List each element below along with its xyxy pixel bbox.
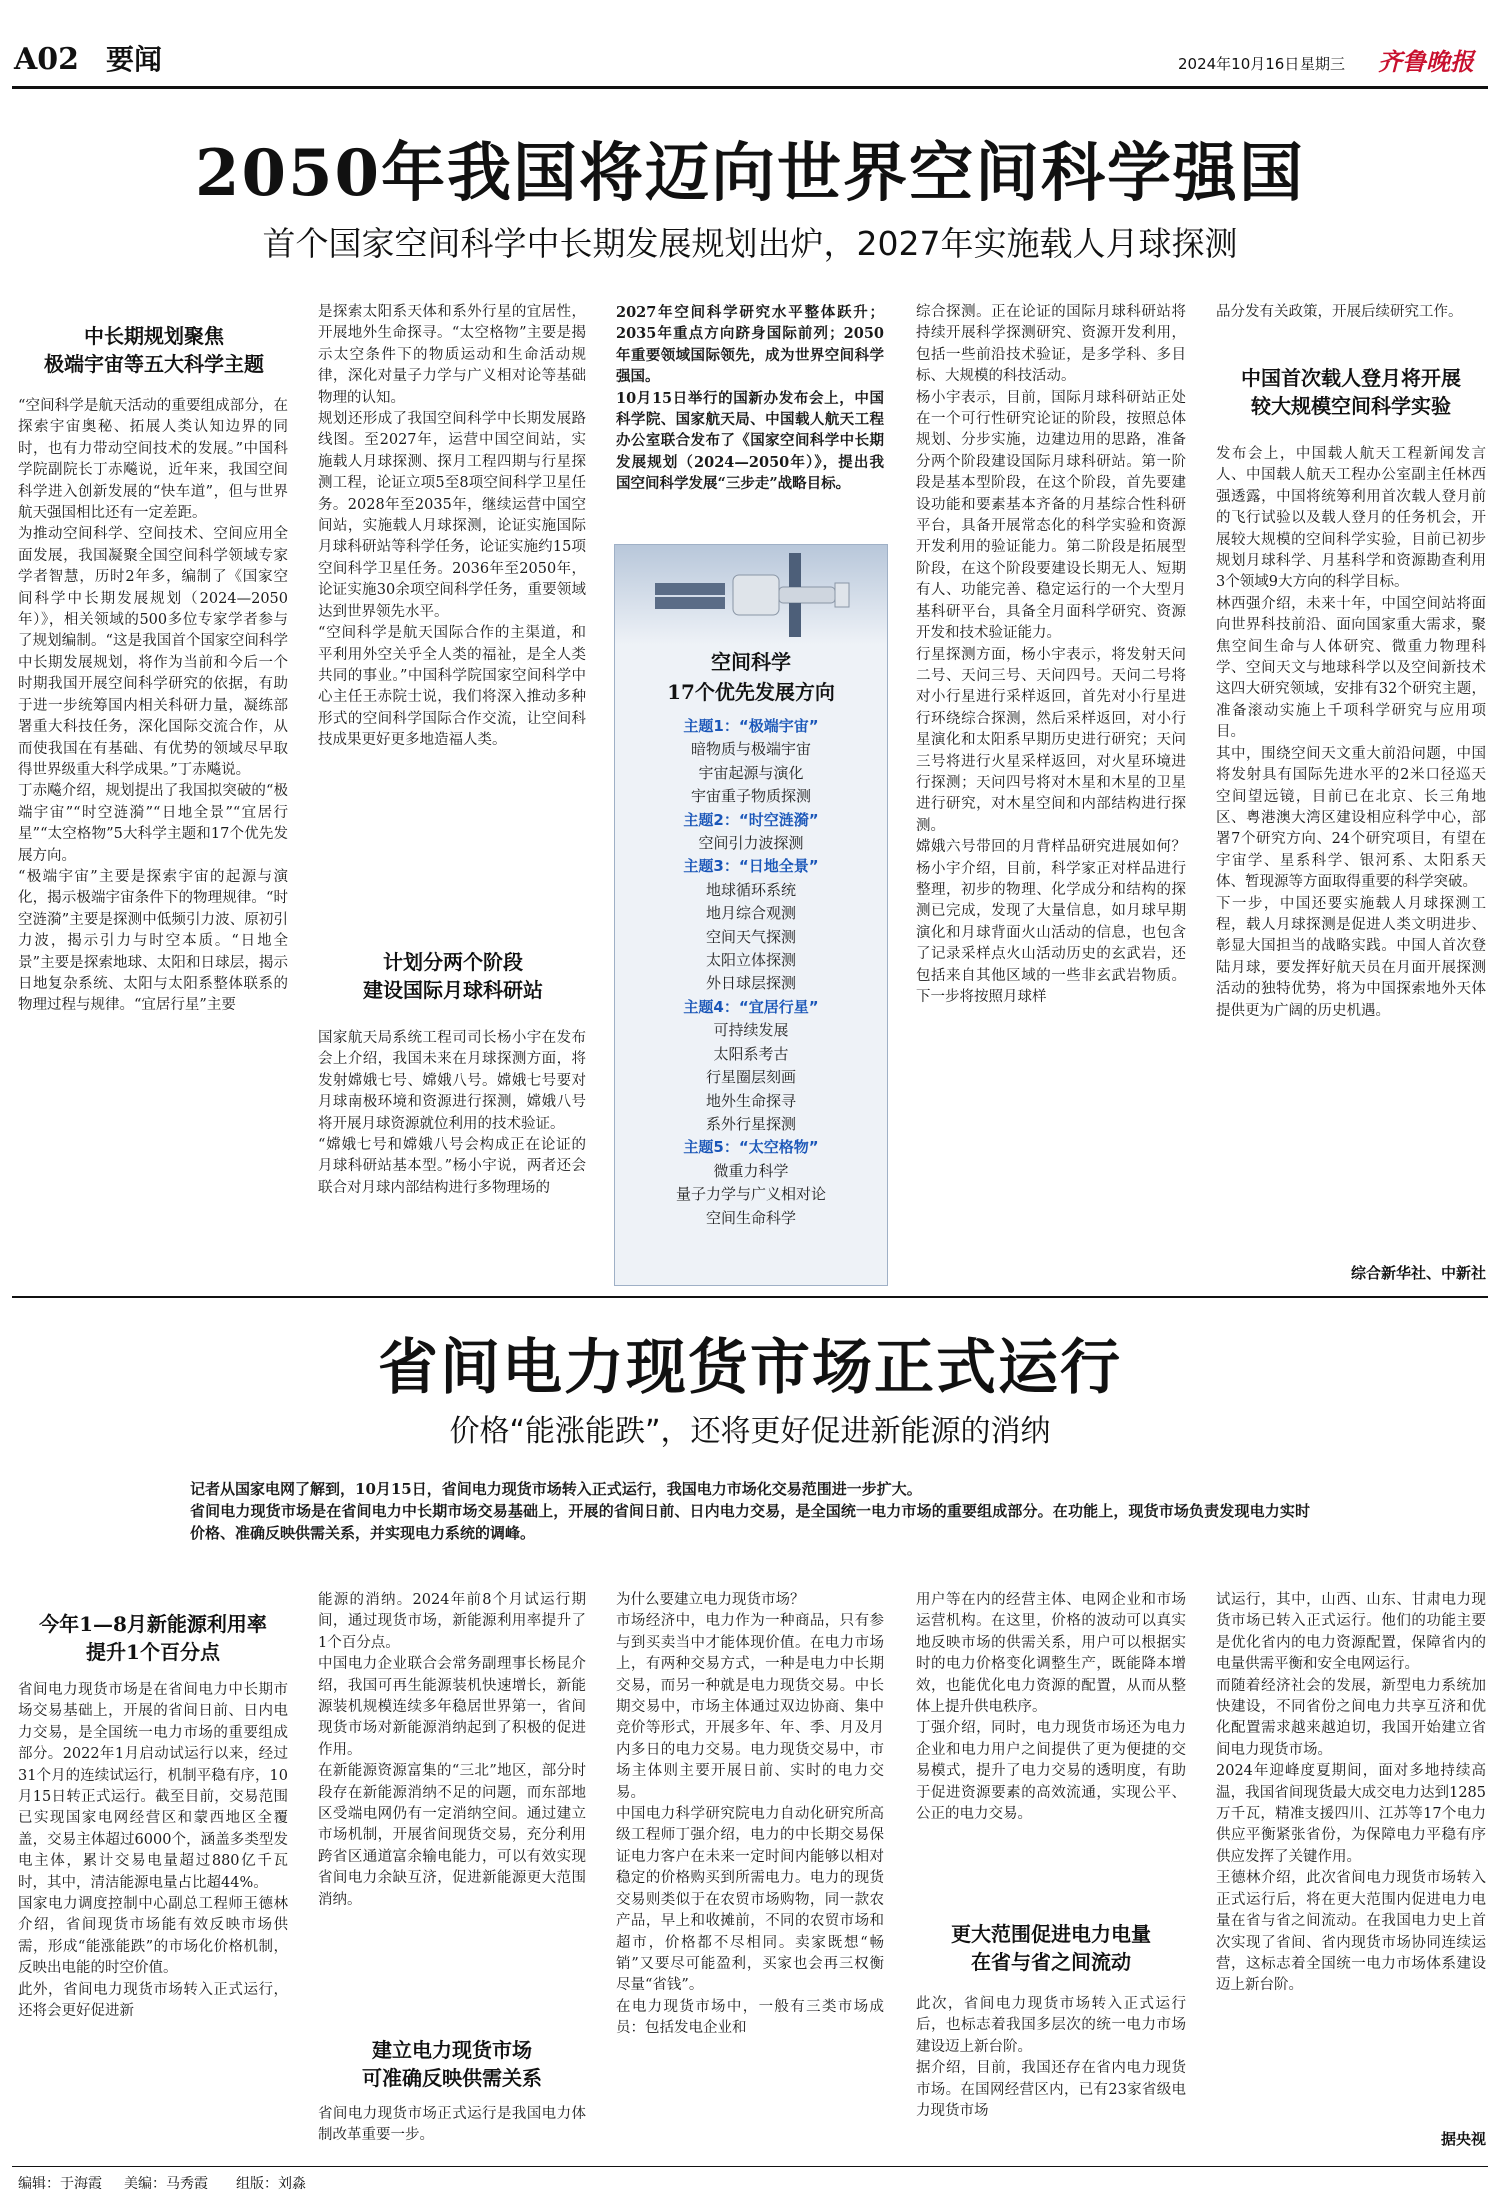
issue-date: 2024年10月16日 (1178, 55, 1300, 73)
article1-col3-lead: 2027年空间科学研究水平整体跃升；2035年重点方向跻身国际前列；2050年重要领域国际领先，成为世界空间科学强国。 10月15日举行的国新办发布会上，中国科学院、国家航天局、中国载人航天工程办公室联合发布了《国家空间科学中长期发展规划（2024—2050年）》，提出我国空间科学发展“三步走”战略目标。 (616, 304, 884, 493)
footer-rule (12, 2166, 1488, 2167)
sidebar-direction: 量子力学与广义相对论 (675, 1185, 826, 1204)
sidebar-direction: 宇宙重子物质探测 (690, 787, 811, 806)
section-label: 要闻 (106, 43, 163, 76)
article2-col3-text: 为什么要建立电力现货市场？ 市场经济中，电力作为一种商品，只有参与到买卖当中才能体现价值。在电力市场上，有两种交易方式，一种是电力中长期交易，而另一种就是电力现货交易。中长期交易中，市场主体通过双边协商、集中竞价等形式，开展多年、年、季、月及月内多日的电力交易。电力现货交易中，市场主体则主要开展日前、实时的电力交易。 中国电力科学研究院电力自动化研究所高级工程师丁强介绍，电力的中长期交易保证电力客户在未来一定时间内能够以相对稳定的价格购买到所需电力。电力的现货交易则类似于在农贸市场购物，同一款农产品，早上和收摊前，不同的农贸市场和超市，价格都不尽相同。卖家既想“畅销”又要尽可能盈利，买家也会再三权衡尽量“省钱”。 在电力现货市场中，一般有三类市场成员：包括发电企业和 (616, 1592, 884, 2037)
article1-headline: 2050年我国将迈向世界空间科学强国 (194, 136, 1306, 211)
footer-editor: 编辑：于海霞 (18, 2176, 102, 2192)
article2-col4-text-bottom: 此次，省间电力现货市场转入正式运行后，也标志着我国多层次的统一电力市场建设迈上新台阶。 据介绍，目前，我国还存在省内电力现货市场。在国网经营区内，已有23家省级电力现货市场 (916, 1996, 1186, 2120)
sidebar-theme-3: 主题3：“日地全景” (683, 857, 819, 876)
sidebar-direction: 空间引力波探测 (698, 834, 804, 853)
sidebar-theme-5: 主题5：“太空格物” (683, 1138, 819, 1157)
article2-headline: 省间电力现货市场正式运行 (378, 1333, 1122, 1403)
sidebar-title-line2: 17个优先发展方向 (667, 680, 835, 704)
article1-col2-text-bottom: 国家航天局系统工程司司长杨小宇在发布会上介绍，我国未来在月球探测方面，将发射嫦娥七号、嫦娥八号。嫦娥七号要对月球南极环境和资源进行探测，嫦娥八号将开展月球资源就位利用的技术验证。 “嫦娥七号和嫦娥八号会构成正在论证的月球科研站基本型。”杨小宇说，两者还会联合对月球内部结构进行多物理场的 (318, 1030, 586, 1196)
article2-col1-heading: 今年1—8月新能源利用率 提升1个百分点 (39, 1612, 267, 1664)
article2-lead: 记者从国家电网了解到，10月15日，省间电力现货市场转入正式运行，我国电力市场化交易范围进一步扩大。 省间电力现货市场是在省间电力中长期市场交易基础上，开展的省间日前、日内电力交易，是全国统一电力市场的重要组成部分。在功能上，现货市场负责发现电力实时价格、准确反映供需关系，并实现电力系统的调峰。 (190, 1480, 1310, 1542)
article2-col1-text: 省间电力现货市场是在省间电力中长期市场交易基础上，开展的省间日前、日内电力交易，是全国统一电力市场的重要组成部分。2022年1月启动试运行以来，经过31个月的连续试运行，机制平稳有序，10月15日转正式运行。截至目前，交易范围已实现国家电网经营区和蒙西地区全覆盖，交易主体超过6000个，涵盖多类型发电主体，累计交易电量超过880亿千瓦时，其中，清洁能源电量占比超44%。 国家电力调度控制中心副总工程师王德林介绍，省间现货市场能有效反映市场供需，形成“能涨能跌”的市场化价格机制，反映出电能的时空价值。 此外，省间电力现货市场转入正式运行，还将会更好促进新 (18, 1682, 288, 2020)
article1-col1-heading: 中长期规划聚焦 极端宇宙等五大科学主题 (44, 324, 264, 376)
sidebar-direction: 空间生命科学 (705, 1208, 796, 1227)
article1-col2-text-top: 是探索太阳系天体和系外行星的宜居性，开展地外生命探寻。“太空格物”主要是揭示太空条件下的物质运动和生命活动规律，深化对量子力学与广义相对论等基础物理的认知。 规划还形成了我国空间科学中长期发展路线图。至2027年，运营中国空间站，实施载人月球探测、探月工程四期与行星探测工程，论证立项5至8项空间科学卫星任务。2028年至2035年，继续运营中国空间站，实施载人月球探测，论证实施国际月球科研站等科学任务，论证实施约15项空间科学卫星任务。2036年至2050年，论证实施30余项空间科学任务，重要领域达到世界领先水平。 “空间科学是航天国际合作的主渠道，和平利用外空关乎全人类的福祉，是全人类共同的事业。”中国科学院国家空间科学中心主任王赤院士说，我们将深入推动多种形式的空间科学国际合作交流，让空间科技成果更好更多地造福人类。 (318, 304, 586, 749)
sidebar-direction: 地球循环系统 (705, 880, 796, 899)
sidebar-list (615, 715, 887, 1230)
paper-logo: 齐鲁晚报 (1378, 47, 1474, 76)
sidebar-direction: 地外生命探寻 (705, 1091, 796, 1110)
article2-col2-text-bottom: 省间电力现货市场正式运行是我国电力体制改革重要一步。 (318, 2106, 586, 2144)
article-separator (12, 1296, 1488, 1298)
article1-col1-text: “空间科学是航天活动的重要组成部分，在探索宇宙奥秘、拓展人类认知边界的同时，也有力带动空间技术的发展。”中国科学院副院长丁赤飚说，近年来，我国空间科学进入创新发展的“快车道”，但与世界航天强国相比还有一定差距。 为推动空间科学、空间技术、空间应用全面发展，我国凝聚全国空间科学领域专家学者智慧，历时2年多，编制了《国家空间科学中长期发展规划（2024—2050年）》，相关领域的500多位专家学者参与了规划编制。“这是我国首个国家空间科学中长期发展规划，将作为当前和今后一个时期我国开展空间科学研究的依据，有助于进一步统筹国内相关科研力量，凝练部署重大科技任务，深化国际交流合作，从而使我国在有基础、有优势的领域尽早取得世界级重大科学成果。”丁赤飚说。 丁赤飚介绍，规划提出了我国拟突破的“极端宇宙”“时空涟漪”“日地全景”“宜居行星”“太空格物”5大科学主题和17个优先发展方向。 “极端宇宙”主要是探索宇宙的起源与演化，揭示极端宇宙条件下的物理规律。“时空涟漪”主要是探测中低频引力波、原初引力波，揭示引力与时空本质。“日地全景”主要是探索地球、太阳和日球层，揭示日地复杂系统、太阳与太阳系整体联系的物理过程与规律。“宜居行星”主要 (18, 398, 288, 1014)
sidebar-direction: 外日球层探测 (705, 974, 796, 993)
sidebar-theme-1: 主题1：“极端宇宙” (683, 717, 819, 735)
article2-col4-text: 用户等在内的经营主体、电网企业和市场运营机构。在这里，价格的波动可以真实地反映市场的供需关系，用户可以根据实时的电力价格变化调整生产，既能降本增效，也能优化电力资源的配置，从而从整体上提升供电秩序。 丁强介绍，同时，电力现货市场还为电力企业和电力用户之间提供了更为便捷的交易模式，提升了电力交易的透明度，有助于促进资源要素的高效流通，实现公平、公正的电力交易。 (916, 1592, 1186, 1823)
article1-subheadline: 首个国家空间科学中长期发展规划出炉，2027年实施载人月球探测 (262, 224, 1238, 263)
article1-credit: 综合新华社、中新社 (1350, 1264, 1486, 1282)
footer-art-editor: 美编：马秀霞 (124, 2176, 208, 2192)
sidebar-direction: 行星圈层刻画 (705, 1068, 796, 1087)
article2-subheadline: 价格“能涨能跌”，还将更好促进新能源的消纳 (449, 1414, 1051, 1449)
article2-col5-text: 试运行，其中，山西、山东、甘肃电力现货市场已转入正式运行。他们的功能主要是优化省内的电力资源配置，保障省内的电量供需平衡和安全电网运行。 而随着经济社会的发展，新型电力系统加快建设，不同省份之间电力共享互济和优化配置需求越来越迫切，我国开始建立省间电力现货市场。 2024年迎峰度夏期间，面对多地持续高温，我国省间现货最大成交电力达到1285万千瓦，精准支援四川、江苏等17个电力供应平衡紧张省份，为保障电力平稳有序供应发挥了关键作用。 王德林介绍，此次省间电力现货市场转入正式运行后，将在更大范围内促进电力电量在省与省之间流动。在我国电力史上首次实现了省间、省内现货市场协同连续运营，这标志着全国统一电力市场体系建设迈上新台阶。 (1216, 1592, 1486, 1994)
sidebar-title-line1: 空间科学 (711, 650, 791, 674)
sidebar-direction: 宇宙起源与演化 (698, 763, 804, 782)
sidebar-direction: 太阳立体探测 (705, 951, 796, 970)
sidebar-direction: 微重力科学 (713, 1161, 789, 1180)
sidebar-direction: 空间天气探测 (705, 927, 796, 946)
sidebar-direction: 暗物质与极端宇宙 (690, 740, 811, 759)
sidebar-direction: 太阳系考古 (713, 1044, 789, 1063)
space-station-illustration (615, 545, 887, 645)
sidebar-theme-4: 主题4：“宜居行星” (683, 997, 819, 1016)
sidebar-direction: 系外行星探测 (705, 1114, 796, 1133)
article1-col4-text: 综合探测。正在论证的国际月球科研站将持续开展科学探测研究、资源开发利用，包括一些前沿技术验证，是多学科、多目标、大规模的科技活动。 杨小宇表示，目前，国际月球科研站正处在一个可行性研究论证的阶段，按照总体规划、分步实施，边建边用的思路，准备分两个阶段建设国际月球科研站。第一阶段是基本型阶段，在这个阶段，首先要建设功能和要素基本齐备的月基综合性科研平台，具备开展常态化的科学实验和资源开发利用的验证能力。第二阶段是拓展型阶段，在这个阶段要建设长期无人、短期有人、功能完善、稳定运行的一个大型月基科研平台，具备全月面科学研究、资源开发和技术验证能力。 行星探测方面，杨小宇表示，将发射天问二号、天问三号、天问四号。天问二号将对小行星进行采样返回，首先对小行星进行环绕综合探测，然后采样返回，对小行星演化和太阳系早期历史进行研究；天问三号将进行火星采样返回，对火星环境进行探测；天问四号将对木星和木星的卫星进行研究，对木星空间和内部结构进行探测。 嫦娥六号带回的月背样品研究进展如何？杨小宇介绍，目前，科学家正对样品进行整理，初步的物理、化学成分和结构的探测已完成，发现了大量信息，如月球早期演化和月球背面火山活动的信息，也包含了记录采样点火山活动历史的玄武岩，还包括来自其他区域的一些非玄武岩物质。下一步将按照月球样 (916, 304, 1186, 1005)
article1-col5-text: 发布会上，中国载人航天工程新闻发言人、中国载人航天工程办公室副主任林西强透露，中国将统筹利用首次载人登月前的飞行试验以及载人登月的任务机会，开展较大规模的空间科学实验，目前已初步规划月球科学、月基科学和资源勘查利用3个领域9大方向的科学目标。 林西强介绍，未来十年，中国空间站将面向世界科技前沿、面向国家重大需求，聚焦空间生命与人体研究、微重力物理科学、空间天文与地球科学以及空间新技术这四大研究领域，安排有32个研究主题，准备滚动实施上千项科学研究与应用项目。 其中，围绕空间天文重大前沿问题，中国将发射具有国际先进水平的2米口径巡天空间望远镜，目前已在北京、长三角地区、粤港澳大湾区建设相应科学中心，部署7个研究方向、24个研究项目，有望在宇宙学、星系科学、银河系、太阳系天体、暂现源等方面取得重要的科学突破。 下一步，中国还要实施载人月球探测工程，载人月球探测是促进人类文明进步、彰显大国担当的战略实践。中国人首次登陆月球，要发挥好航天员在月面开展探测活动的独特优势，将为中国探索地外天体提供更为广阔的历史机遇。 (1216, 446, 1486, 1019)
masthead-rule (12, 86, 1488, 89)
sidebar-direction: 地月综合观测 (705, 904, 796, 923)
article2-col2-heading: 建立电力现货市场 可准确反映供需关系 (362, 2038, 542, 2090)
article2-col2-text: 能源的消纳。2024年前8个月试运行期间，通过现货市场，新能源利用率提升了1个百分点。 中国电力企业联合会常务副理事长杨昆介绍，我国可再生能源装机快速增长，新能源装机规模连续多年稳居世界第一，省间现货市场对新能源消纳起到了积极的促进作用。 在新能源资源富集的“三北”地区，部分时段存在新能源消纳不足的问题，而东部地区受端电网仍有一定消纳空间。通过建立市场机制，开展省间现货交易，充分利用跨省区通道富余输电能力，可以有效实现省间电力余缺互济，促进新能源更大范围消纳。 (318, 1592, 586, 1908)
sidebar-theme-2: 主题2：“时空涟漪” (683, 810, 819, 829)
article1-col2-heading: 计划分两个阶段 建设国际月球科研站 (363, 950, 543, 1002)
sidebar-direction: 可持续发展 (713, 1021, 789, 1040)
footer-layout-editor: 组版：刘淼 (236, 2176, 306, 2192)
article2-credit: 据央视 (1440, 2130, 1486, 2148)
article2-col4-heading: 更大范围促进电力电量 在省与省之间流动 (951, 1922, 1151, 1974)
article1-col5-text-top: 品分发有关政策，开展后续研究工作。 (1216, 304, 1463, 320)
article1-col5-heading: 中国首次载人登月将开展 较大规模空间科学实验 (1241, 366, 1461, 418)
page-code: A02 (14, 42, 80, 77)
sidebar-title (615, 647, 887, 707)
priority-directions-sidebar (614, 544, 888, 1286)
issue-weekday: 星期三 (1300, 55, 1346, 73)
